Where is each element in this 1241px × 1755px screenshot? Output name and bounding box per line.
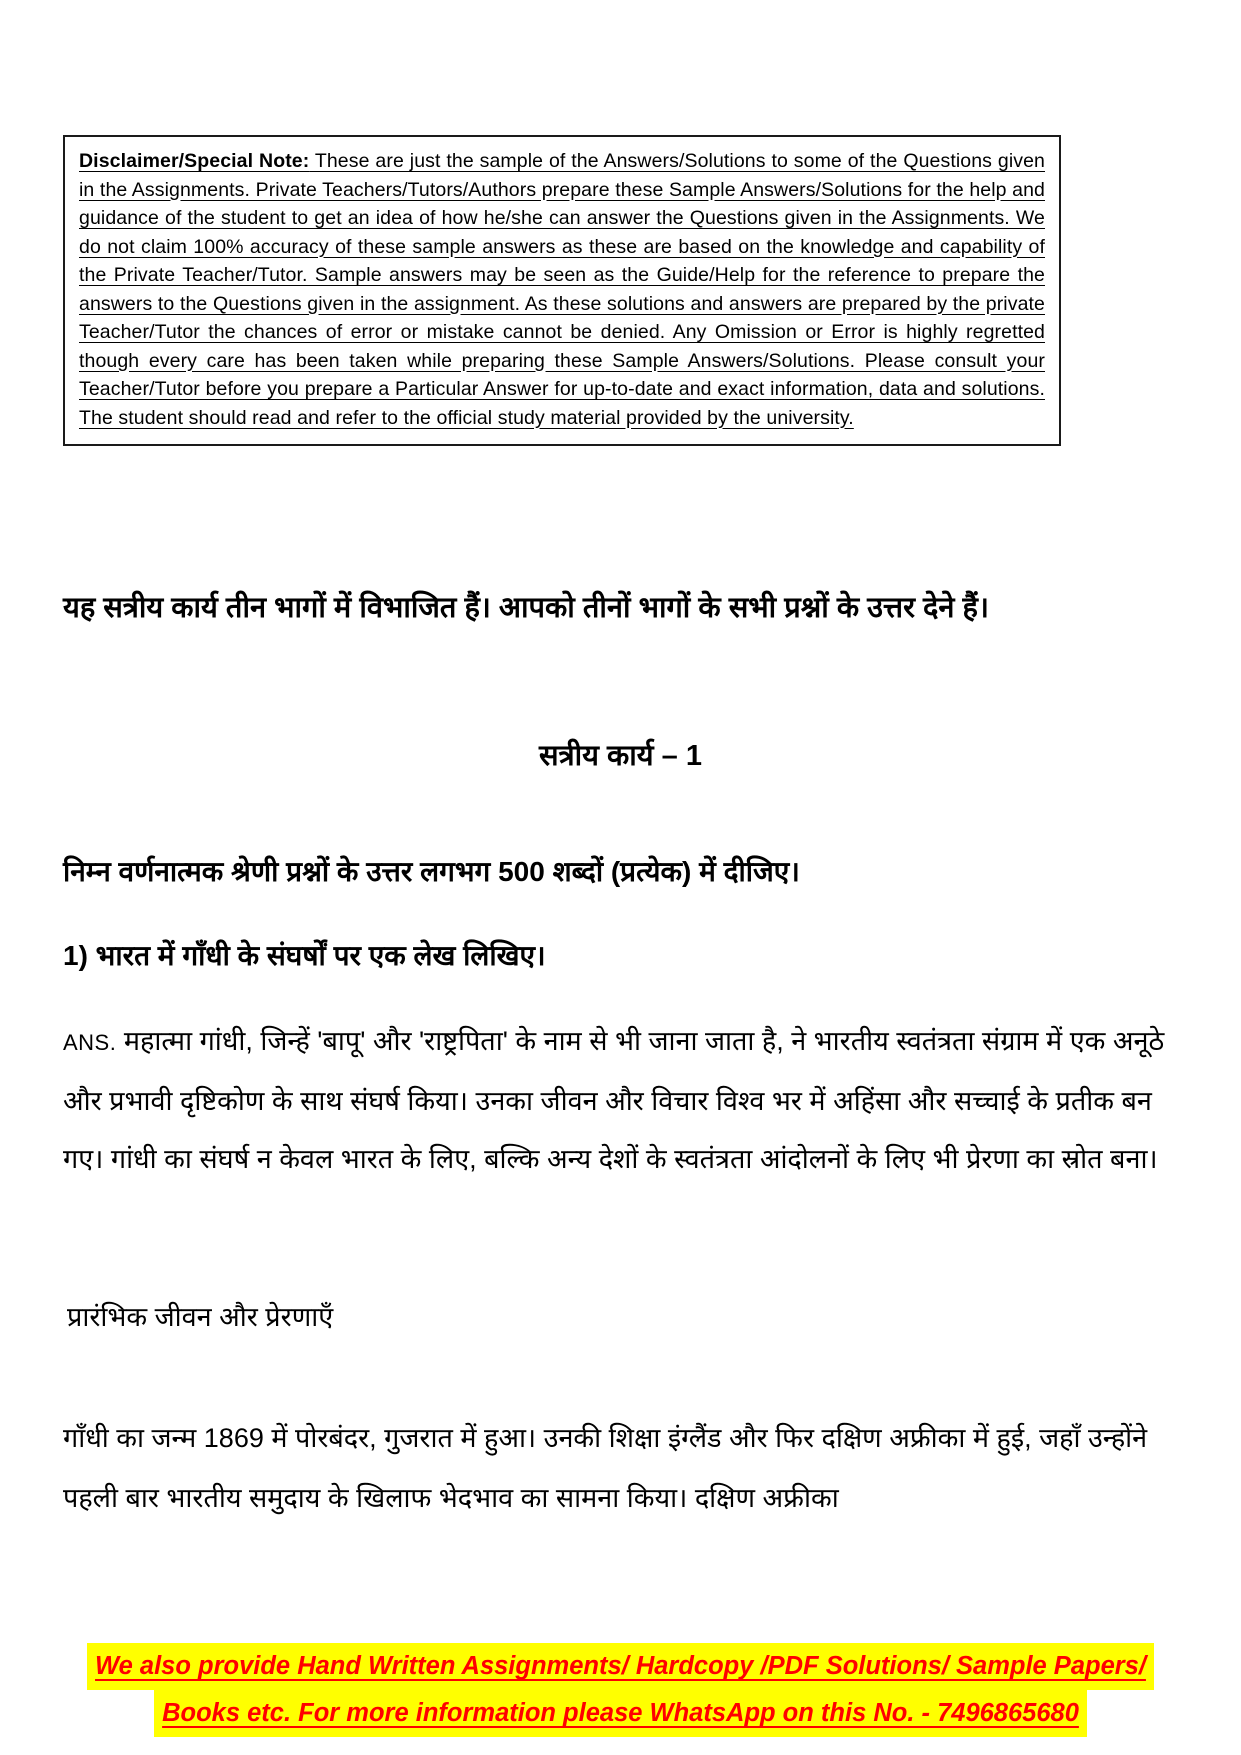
answer-label: ANS.: [63, 1030, 117, 1055]
answer-text: महात्मा गांधी, जिन्हें 'बापू' और 'राष्ट्रपिता' के नाम से भी जाना जाता है, ने भारतीय स्वतंत्रता संग्राम में एक अनूठे और प्रभावी दृष्टिकोण के साथ संघर्ष किया। उनका जीवन और विचार विश्व भर में अहिंसा और सच्चाई के प्रतीक बन गए। गांधी का संघर्ष न केवल भारत के लिए, बल्कि अन्य देशों के स्वतंत्रता आंदोलनों के लिए भी प्रेरणा का स्रोत बना।: [63, 1026, 1165, 1174]
body-paragraph: गाँधी का जन्म 1869 में पोरबंदर, गुजरात में हुआ। उनकी शिक्षा इंग्लैंड और फिर दक्षिण अफ्रीका में हुई, जहाँ उन्होंने पहली बार भारतीय समुदाय के खिलाफ भेदभाव का सामना किया। दक्षिण अफ्रीका: [63, 1423, 1148, 1513]
instruction-heading: निम्न वर्णनात्मक श्रेणी प्रश्नों के उत्तर लगभग 500 शब्दों (प्रत्येक) में दीजिए।: [63, 856, 800, 887]
answer-paragraph: [63, 1012, 1185, 1188]
early-life-subheading: प्रारंभिक जीवन और प्रेरणाएँ: [67, 1302, 334, 1332]
question-1-heading: 1) भारत में गाँधी के संघर्षों पर एक लेख लिखिए।: [63, 940, 546, 971]
intro-paragraph: यह सत्रीय कार्य तीन भागों में विभाजित हैं। आपको तीनों भागों के सभी प्रश्नों के उत्तर देने हैं।: [63, 592, 989, 624]
section-heading: सत्रीय कार्य – 1: [539, 740, 702, 772]
disclaimer-body: These are just the sample of the Answers/Solutions to some of the Questions given in the Assignments. Private Teachers/Tutors/Authors prepare these Sample Answers/Solutions for the help and guidance of the student to get an idea of how he/she can answer the Questions given in the Assignments. We do not claim 100% accuracy of these sample answers as these are based on the knowledge and capability of the Private Teacher/Tutor. Sample answers may be seen as the Guide/Help for the reference to prepare the answers to the Questions given in the assignment. As these solutions and answers are prepared by the private Teacher/Tutor the chances of error or mistake cannot be denied. Any Omission or Error is highly regretted though every care has been taken while preparing these Sample Answers/Solutions. Please consult your Teacher/Tutor before you prepare a Particular Answer for up-to-date and exact information, data and solutions. The student should read and refer to the official study material provided by the university.: [79, 150, 1045, 429]
footer-line-2: Books etc. For more information please WhatsApp on this No. - 7496865680: [154, 1690, 1087, 1737]
footer-line-1: We also provide Hand Written Assignments/ Hardcopy /PDF Solutions/ Sample Papers/: [87, 1643, 1154, 1690]
disclaimer-label: Disclaimer/Special Note:: [79, 150, 310, 172]
disclaimer-paragraph: [79, 147, 1045, 432]
disclaimer-box: [63, 135, 1061, 446]
footer-banner: [0, 1643, 1241, 1737]
